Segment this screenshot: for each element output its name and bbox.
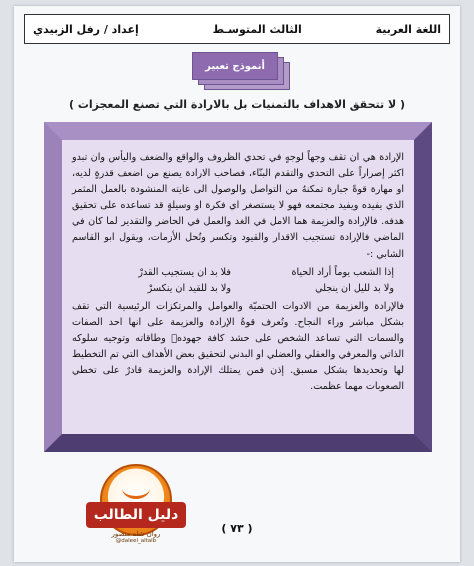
verse-line: ولا بد للقيد ان ينكسرْ — [147, 282, 231, 294]
essay-body — [62, 140, 414, 434]
author-label: إعداد / رفل الزبيدي — [33, 22, 139, 36]
essay-paragraph: فالإرادة والعزيمة من الادوات الحتميّة والعوامل والمرتكزات الرئيسية التي تقف بشكل مباشر وراء النجاح. وتُعرف قوةُ الإرادة والعزيمة على انها احد الصفات والسمات التي تساعد الشخص على حشد كافة جهودهٖ وطاقاته وتوجيه سلوكه الذاتي والمعرفي والعقلي والعضلي او البدني لتحقيق بعض الأهداف التي تم التخطيط لها وتحديدها بشكل مسبق. إذن فمن يمتلك الإرادة والعزيمة قادرٌ على تخطي الصعوبات مهما عظمت. — [72, 300, 404, 393]
verse-line: ولا بد لليل ان ينجلي — [315, 282, 394, 294]
subject-label: اللغة العربية — [375, 22, 441, 36]
book-icon — [122, 478, 150, 499]
grade-label: الثالث المتوسـط — [212, 22, 302, 36]
document-page — [14, 6, 460, 562]
logo-handle: @daleel_altalb — [115, 538, 157, 544]
verse-line: إذا الشعب يوماً أراد الحياة — [291, 266, 394, 278]
essay-frame — [44, 122, 432, 452]
title-label: أنموذج تعبير — [192, 52, 278, 80]
page-number: ( ٧٣ ) — [221, 522, 253, 535]
essay-topic: ( لا تتحقق الاهداف بالتمنيات بل بالارادة التي تصنع المعجزات ) — [68, 98, 406, 111]
essay-paragraph: الإرادة هي ان تقف وجهاً لوجهٍ في تحدي الظروف والواقع والضعف واليأس وان تبدو اكثر إصراراً على التحدي والتقدم البنّاء، فصاحب الارادة يصنع من اضعف قدرةٍ لديه، او مهارة قوةً جبارة تمكنهُ من التواصل والوصول الى غايته المنشودة بالعمل المثمر الذي يفيده ويفيد مجتمعه فهو لا يستصغر اي فكرة او وسيلةٍ قد تساعده على تحقيق هدفه. فالإرادة والعزيمة هما الامل في الغد والعمل في الحاضر والتقدير لما كان في الماضي فالإرادة تستجيب الاقدار والقيود وتكسر وتُحل الأزمات، ويقول ابو القاسم الشابي :- — [72, 152, 404, 260]
logo-ribbon: دليل الطالب — [86, 502, 186, 528]
logo-subtitle: روان شاه منصور — [111, 530, 161, 538]
page-header — [24, 14, 450, 44]
title-badge — [192, 52, 288, 88]
poem-verses — [82, 265, 394, 297]
verse-line: فلا بد ان يستجيب القدرْ — [138, 266, 231, 278]
